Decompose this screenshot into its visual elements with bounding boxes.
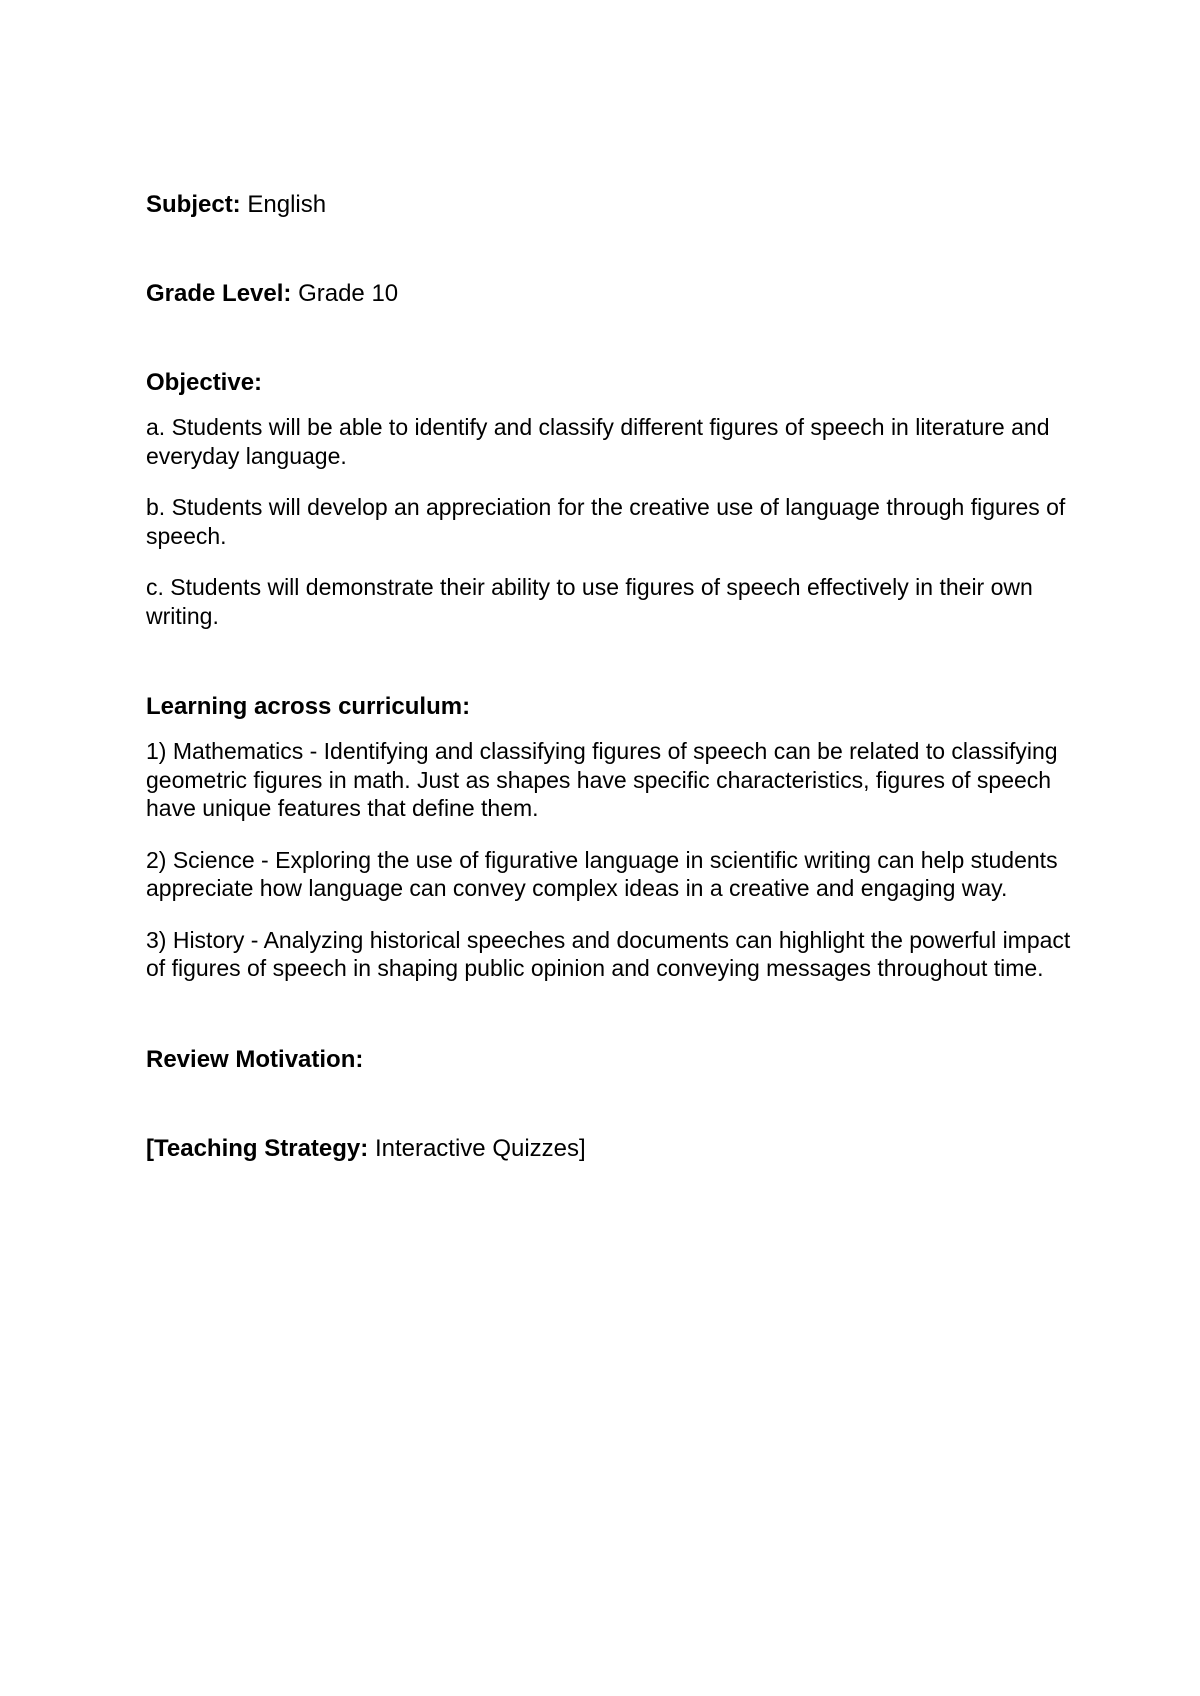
document-content <box>146 190 1076 1163</box>
objective-heading: Objective: <box>146 369 263 396</box>
grade-level-label: Grade Level: <box>146 280 292 307</box>
objective-item-c: c. Students will demonstrate their ability to use figures of speech effectively in their own writing. <box>146 574 1033 629</box>
grade-level-line <box>146 279 1076 308</box>
strategy-open-bracket: [ <box>146 1134 154 1162</box>
curriculum-item-mathematics: 1) Mathematics - Identifying and classifying figures of speech can be related to classifying geometric figures in math. Just as shapes have specific characteristics, figures of speech have unique features that define them. <box>146 738 1058 821</box>
teaching-strategy-value: Interactive Quizzes <box>374 1134 580 1162</box>
curriculum-item-science: 2) Science - Exploring the use of figurative language in scientific writing can help students appreciate how language can convey complex ideas in a creative and engaging way. <box>146 846 1058 901</box>
curriculum-heading: Learning across curriculum: <box>146 693 471 720</box>
objective-item-a: a. Students will be able to identify and classify different figures of speech in literature and everyday language. <box>146 414 1050 469</box>
objective-list <box>146 413 1076 630</box>
grade-level-value: Grade 10 <box>298 280 399 307</box>
subject-value: English <box>247 191 327 218</box>
curriculum-list <box>146 737 1076 983</box>
review-motivation-heading: Review Motivation: <box>146 1045 364 1073</box>
strategy-close-bracket: ] <box>579 1134 586 1162</box>
teaching-strategy-label: Teaching Strategy: <box>154 1134 369 1162</box>
objective-item-b: b. Students will develop an appreciation for the creative use of language through figures of speech. <box>146 494 1066 549</box>
subject-line <box>146 190 1076 219</box>
subject-label: Subject: <box>146 191 241 218</box>
curriculum-item-history: 3) History - Analyzing historical speeches and documents can highlight the powerful impact of figures of speech in shaping public opinion and conveying messages throughout time. <box>146 926 1071 981</box>
teaching-strategy-line <box>146 1134 1076 1163</box>
